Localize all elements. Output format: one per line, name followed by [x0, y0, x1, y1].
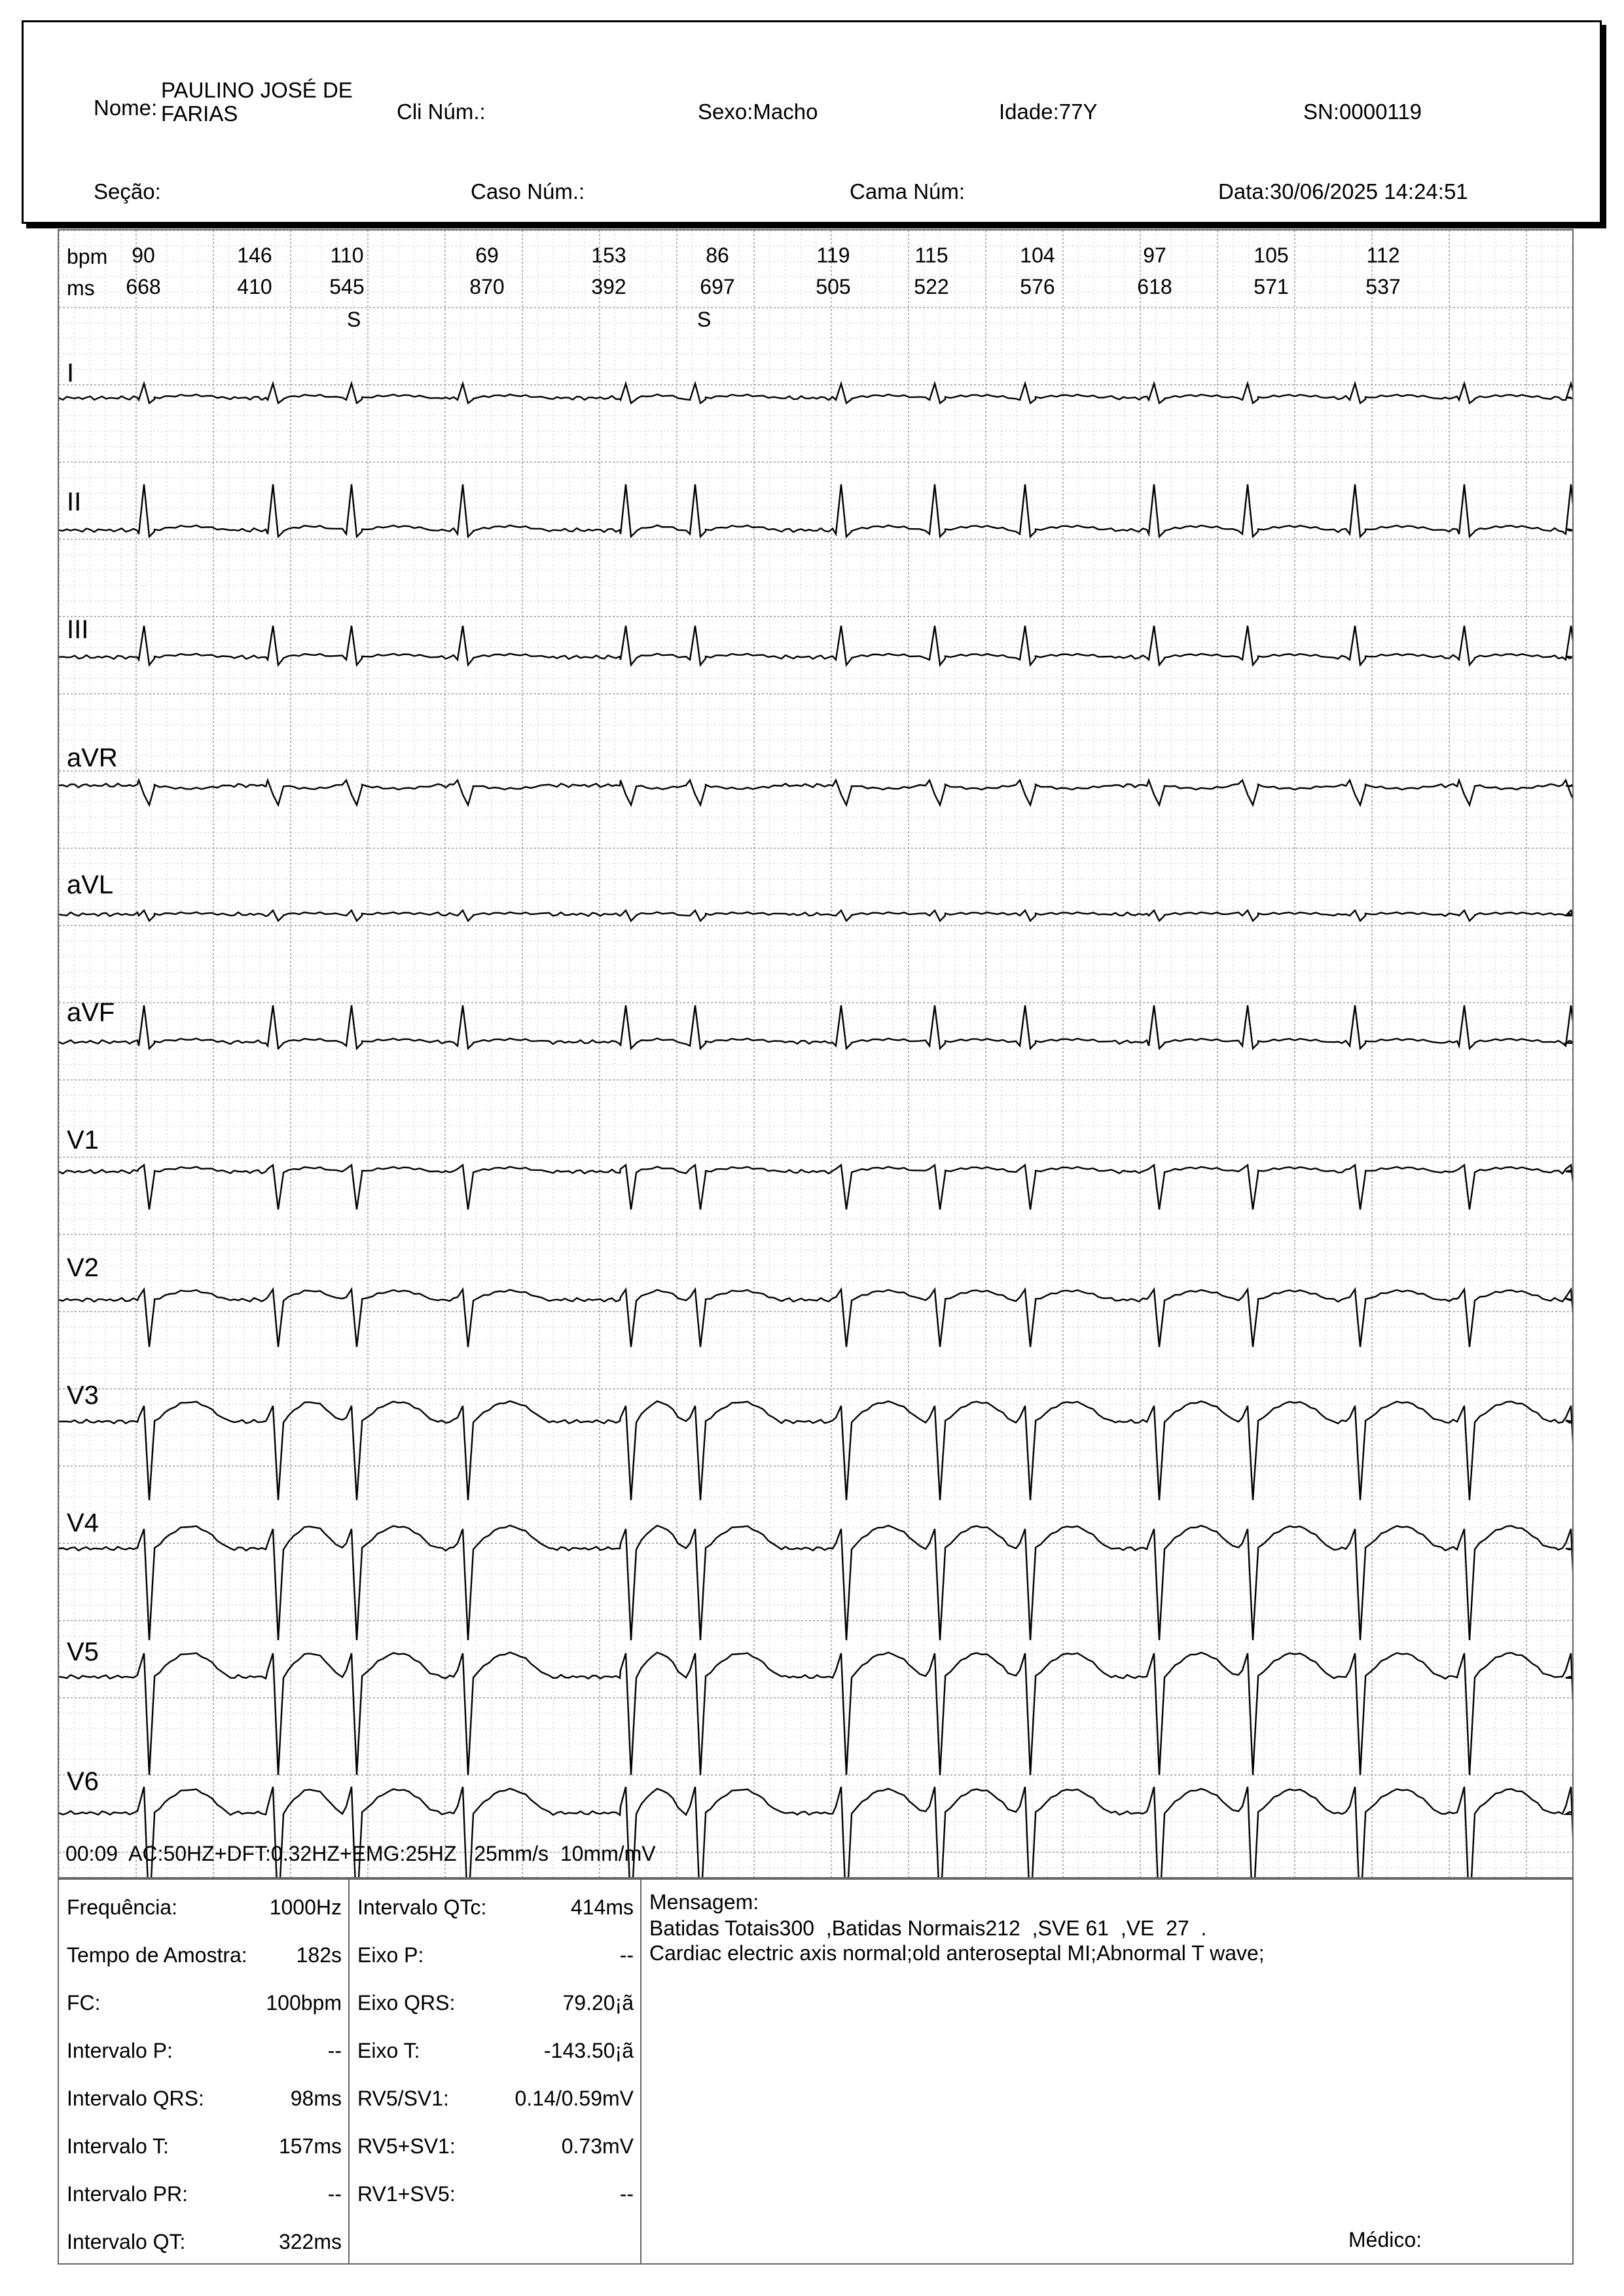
ecg-grid [58, 229, 1574, 1878]
measurement-row [59, 1894, 348, 1920]
measurement-value: -- [619, 1943, 634, 1967]
rr-interval-value: 870 [469, 275, 505, 298]
measurement-label: RV5/SV1: [357, 2087, 449, 2110]
bpm-value: 110 [330, 243, 364, 267]
ecg-trace [59, 626, 1574, 665]
ecg-trace [59, 910, 1574, 921]
measurement-label: Intervalo PR: [67, 2182, 188, 2206]
beat-summary: Batidas Totais300 ,Batidas Normais212 ,SVE 61 ,VE 27 . [649, 1916, 1207, 1940]
bpm-value: 115 [914, 243, 948, 267]
measurement-label: RV5+SV1: [357, 2134, 456, 2158]
rr-interval-value: 668 [126, 275, 161, 298]
sex-field: Sexo:Macho [698, 99, 818, 124]
rr-interval-value: 505 [816, 275, 851, 298]
measurement-value: -143.50¡ã [544, 2039, 634, 2062]
measurement-row [350, 1942, 640, 1968]
measurement-label: FC: [67, 1991, 101, 2015]
measurements-column-1 [59, 1880, 350, 2263]
lead-label-v6: V6 [67, 1767, 99, 1796]
measurement-label: Eixo T: [357, 2039, 420, 2062]
name-value: PAULINO JOSÉ DE FARIAS [161, 78, 353, 126]
measurement-value: 100bpm [266, 1991, 342, 2015]
measurement-value: 98ms [290, 2087, 342, 2110]
ms-row-label: ms [67, 276, 95, 300]
ecg-trace [59, 384, 1574, 403]
measurement-value: 414ms [570, 1895, 634, 1919]
ecg-trace [59, 1289, 1574, 1347]
lead-label-v2: V2 [67, 1253, 99, 1282]
filter-settings: AC:50HZ+DFT:0.32HZ+EMG:25HZ [128, 1842, 457, 1865]
measurement-label: Eixo P: [357, 1943, 424, 1967]
rr-interval-value: 576 [1020, 275, 1055, 298]
measurement-label: Frequência: [67, 1895, 177, 1919]
measurement-label: Intervalo QT: [67, 2230, 186, 2253]
date-field: Data:30/06/2025 14:24:51 [1218, 179, 1468, 204]
lead-label-v3: V3 [67, 1381, 99, 1410]
grid-lines [59, 230, 1574, 1878]
ecg-trace [59, 780, 1574, 805]
case-number-label: Caso Núm.: [471, 179, 585, 204]
measurement-value: 1000Hz [269, 1895, 342, 1919]
measurement-value: 0.14/0.59mV [514, 2087, 634, 2110]
measurement-row [59, 2085, 348, 2111]
patient-header [22, 20, 1602, 224]
measurement-value: -- [327, 2182, 342, 2206]
measurement-row [350, 1990, 640, 2016]
measurement-label: Intervalo QTc: [357, 1895, 487, 1919]
measurement-value: -- [619, 2182, 634, 2206]
measurement-value: 182s [296, 1943, 342, 1967]
measurement-value: 0.73mV [561, 2134, 634, 2158]
supraventricular-marker: S [347, 308, 361, 331]
message-title: Mensagem: [649, 1890, 759, 1914]
serial-number-field: SN:0000119 [1303, 99, 1422, 124]
paper-speed: 25mm/s [474, 1842, 549, 1865]
age-field: Idade:77Y [999, 99, 1098, 124]
measurement-label: Eixo QRS: [357, 1991, 456, 2015]
measurement-row [350, 1894, 640, 1920]
measurement-row [350, 2181, 640, 2207]
bpm-value: 69 [475, 243, 499, 267]
measurements-column-2 [350, 1880, 641, 2263]
measurement-value: -- [327, 2039, 342, 2062]
bpm-value: 146 [237, 243, 272, 267]
rr-interval-value: 571 [1254, 275, 1289, 298]
name-label: Nome: [94, 96, 158, 120]
bpm-value: 86 [706, 243, 729, 267]
measurement-row [59, 2037, 348, 2064]
lead-label-avf: aVF [67, 998, 115, 1027]
measurement-row [59, 1942, 348, 1968]
bed-number-label: Cama Núm: [850, 179, 965, 204]
ecg-traces [59, 384, 1574, 1878]
rr-interval-value: 618 [1137, 275, 1172, 298]
lead-label-v4: V4 [67, 1509, 99, 1537]
rr-interval-value: 522 [914, 275, 949, 298]
lead-label-iii: III [67, 615, 89, 644]
lead-label-v5: V5 [67, 1638, 99, 1666]
bpm-value: 153 [591, 243, 626, 267]
lead-label-v1: V1 [67, 1126, 99, 1155]
measurement-row [59, 2181, 348, 2207]
lead-label-i: I [67, 359, 75, 387]
measurement-row [59, 2229, 348, 2255]
acquisition-settings [65, 1843, 656, 1864]
ecg-trace [59, 484, 1574, 537]
ecg-trace [59, 1005, 1574, 1049]
ecg-trace [59, 1526, 1574, 1640]
measurement-value: 322ms [278, 2230, 342, 2253]
bpm-value: 104 [1020, 243, 1055, 267]
measurement-row [59, 2133, 348, 2159]
cli-number-label: Cli Núm.: [397, 99, 486, 124]
measurement-label: Intervalo P: [67, 2039, 173, 2062]
interpretation: Cardiac electric axis normal;old anteroseptal MI;Abnormal T wave; [649, 1941, 1265, 1965]
measurement-row [350, 2085, 640, 2111]
supraventricular-marker: S [697, 308, 712, 331]
bpm-value: 90 [132, 243, 155, 267]
rr-interval-value: 545 [329, 275, 365, 298]
measurement-row [350, 2037, 640, 2064]
measurement-label: Intervalo T: [67, 2134, 169, 2158]
measurement-label: Tempo de Amostra: [67, 1943, 247, 1967]
message-panel [641, 1880, 1572, 2263]
rr-interval-value: 392 [591, 275, 626, 298]
elapsed-time: 00:09 [65, 1842, 118, 1865]
bpm-row-label: bpm [67, 245, 108, 268]
measurement-label: RV1+SV5: [357, 2182, 456, 2206]
physician-label: Médico: [1348, 2228, 1422, 2251]
measurement-row [59, 1990, 348, 2016]
rr-interval-value: 410 [237, 275, 272, 298]
measurements-table [58, 1878, 1574, 2265]
measurement-value: 79.20¡ã [562, 1991, 634, 2015]
lead-label-avr: aVR [67, 744, 118, 772]
bpm-value: 119 [816, 243, 850, 267]
gain-setting: 10mm/mV [560, 1842, 656, 1865]
measurement-value: 157ms [278, 2134, 342, 2158]
lead-label-ii: II [67, 488, 82, 516]
bpm-value: 112 [1366, 243, 1400, 267]
ecg-trace-canvas [59, 230, 1574, 1878]
ecg-trace [59, 1165, 1574, 1210]
rr-interval-value: 697 [700, 275, 735, 298]
ecg-trace [59, 1653, 1574, 1775]
ecg-trace [59, 1401, 1574, 1500]
lead-label-avl: aVL [67, 870, 114, 899]
bpm-value: 105 [1254, 243, 1289, 267]
measurement-label: Intervalo QRS: [67, 2087, 204, 2110]
measurement-row [350, 2133, 640, 2159]
section-label: Seção: [94, 179, 161, 204]
bpm-value: 97 [1143, 243, 1166, 267]
rr-interval-value: 537 [1365, 275, 1401, 298]
